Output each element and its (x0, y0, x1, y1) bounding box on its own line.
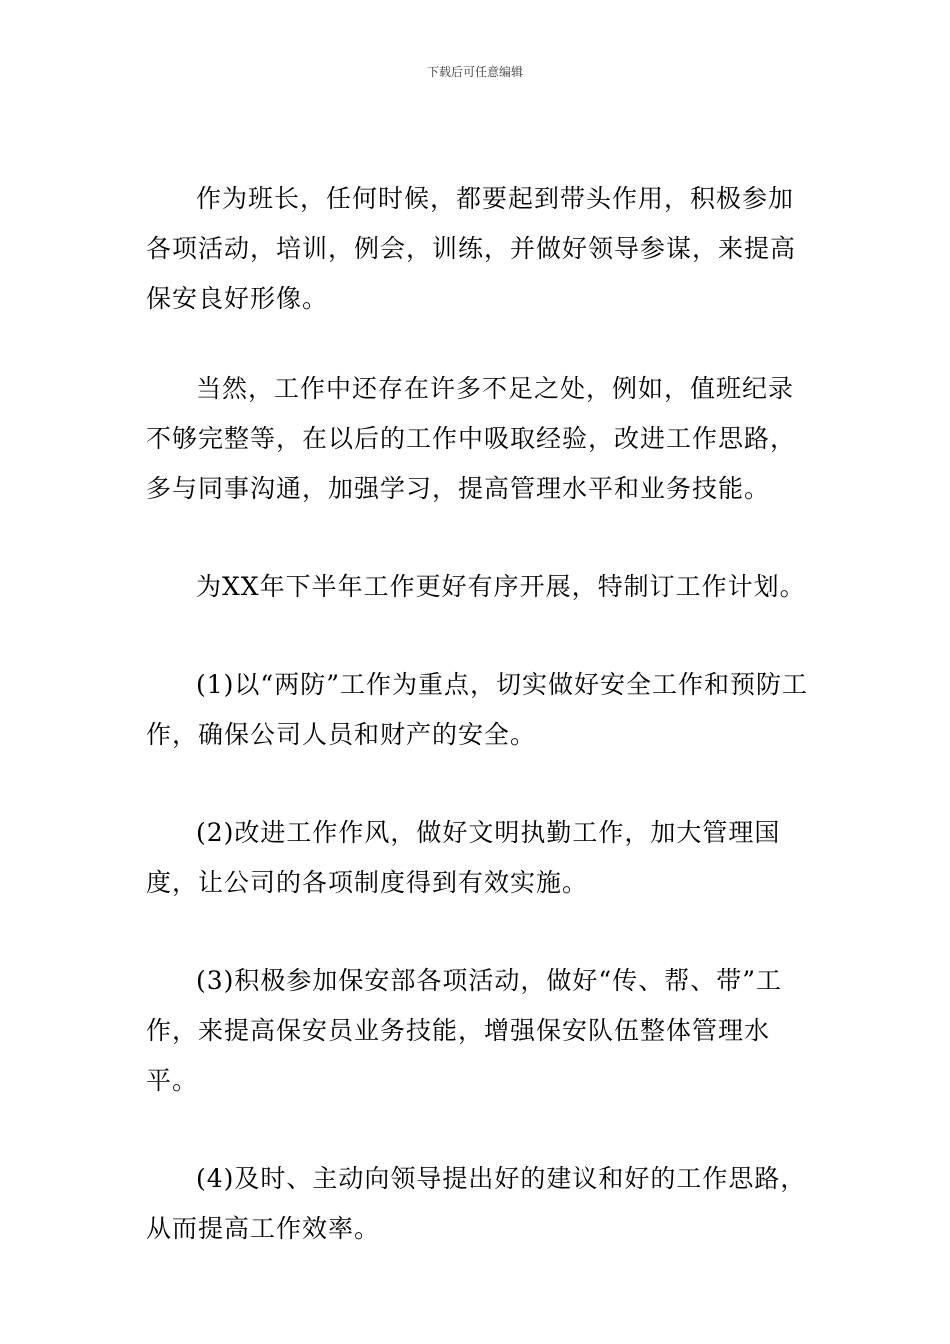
paragraph-5: (2)改进工作作风，做好文明执勤工作，加大管理国度，让公司的各项制度得到有效实施。 (146, 818, 781, 897)
paragraph-gap (146, 612, 810, 660)
paragraph-gap (146, 908, 810, 956)
header-note: 下载后可任意编辑 (426, 65, 523, 79)
document-body (146, 174, 810, 1254)
paragraph-gap (146, 514, 810, 562)
paragraph-gap (146, 760, 810, 808)
paragraph-7: (4)及时、主动向领导提出好的建议和好的工作思路，从而提高工作效率。 (146, 1164, 807, 1243)
paragraph-1: 作为班长，任何时候，都要起到带头作用，积极参加各项活动，培训，例会，训练，并做好领导参谋，来提高保安良好形像。 (146, 184, 797, 313)
paragraph-2: 当然，工作中还存在许多不足之处，例如，值班纪录不够完整等，在以后的工作中吸取经验，改进工作思路，多与同事沟通，加强学习，提高管理水平和业务技能。 (146, 374, 797, 503)
paragraph-3: 为XX年下半年工作更好有序开展，特制订工作计划。 (196, 572, 806, 601)
paragraph-gap (146, 324, 810, 364)
paragraph-gap (146, 1106, 810, 1154)
paragraph-6: (3)积极参加保安部各项活动，做好“传、帮、带”工作，来提高保安员业务技能，增强保安队伍整体管理水平。 (146, 966, 782, 1095)
paragraph-4: (1)以“两防”工作为重点，切实做好安全工作和预防工作，确保公司人员和财产的安全。 (146, 670, 808, 749)
